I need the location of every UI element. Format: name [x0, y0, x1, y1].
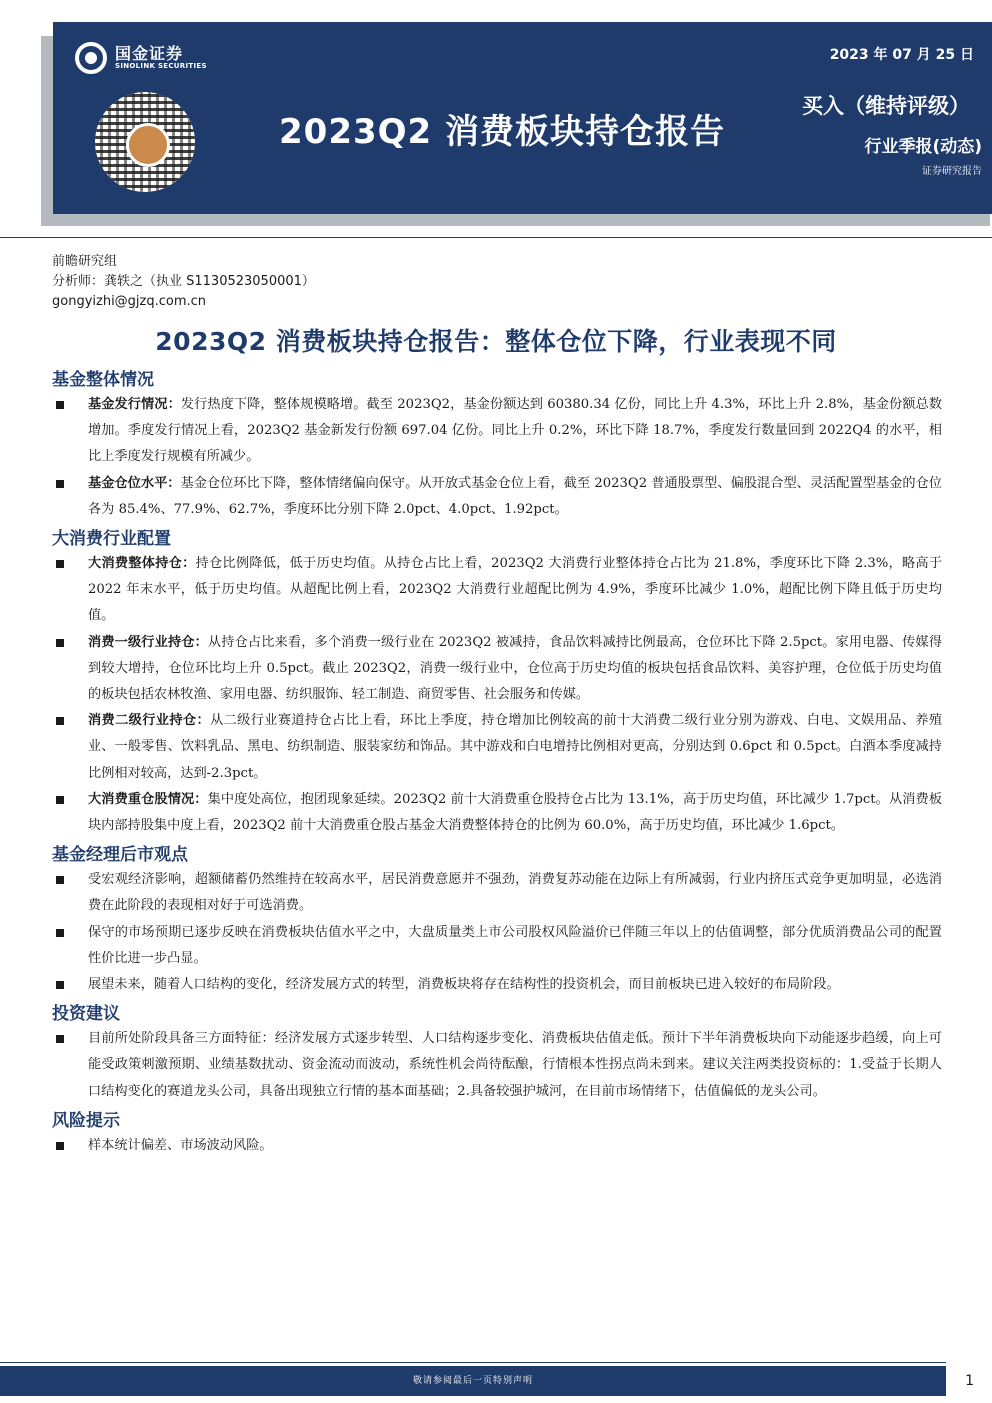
author-info — [52, 252, 315, 312]
square-bullet-icon — [56, 981, 64, 989]
item-label: 消费一级行业持仓： — [88, 634, 208, 650]
list-item — [52, 787, 942, 839]
square-bullet-icon — [56, 1142, 64, 1150]
analyst-line: 分析师：龚轶之（执业 S1130523050001） — [52, 274, 315, 289]
bullet-list — [52, 392, 942, 523]
report-type: 行业季报(动态) — [864, 137, 982, 157]
list-item — [52, 471, 942, 523]
square-bullet-icon — [56, 717, 64, 725]
section-heading: 大消费行业配置 — [52, 529, 171, 550]
square-bullet-icon — [56, 929, 64, 937]
bullet-list — [52, 551, 942, 839]
square-bullet-icon — [56, 796, 64, 804]
rating-label: 买入（维持评级） — [802, 94, 970, 118]
square-bullet-icon — [56, 401, 64, 409]
sinolink-logo-icon — [75, 42, 107, 74]
item-text: 从持仓占比来看，多个消费一级行业在 2023Q2 被减持，食品饮料减持比例最高，仓位环比下降 2.5pct。家用电器、传媒得到较大增持，仓位环比均上升 0.5pct。截止 2023Q2，消费一级行业中，仓位高于历史均值的板块包括食品饮料、美容护理，仓位低于历史均值的板块包括农林牧渔、家用电器、纺织服饰、轻工制造、商贸零售、社会服务和传媒。 — [88, 634, 943, 703]
square-bullet-icon — [56, 1035, 64, 1043]
header-divider — [0, 237, 992, 238]
report-category: 证券研究报告 — [922, 166, 982, 177]
item-text: 样本统计偏差、市场波动风险。 — [88, 1137, 273, 1153]
square-bullet-icon — [56, 639, 64, 647]
list-item — [52, 867, 942, 919]
section — [52, 843, 942, 998]
item-label: 消费二级行业持仓： — [88, 713, 211, 729]
item-text: 集中度处高位，抱团现象延续。2023Q2 前十大消费重仓股持仓占比为 13.1%，高于历史均值，环比减少 1.7pct。从消费板块内部持股集中度上看，2023Q2 前十大消费重仓股占基金大消费整体持仓的比例为 60.0%，高于历史均值，环比减少 1.6pct。 — [88, 791, 943, 834]
research-team: 前瞻研究组 — [52, 254, 118, 269]
item-text: 目前所处阶段具备三方面特征：经济发展方式逐步转型、人口结构逐步变化、消费板块估值走低。预计下半年消费板块向下动能逐步趋缓，向上可能受政策刺激预期、业绩基数扰动、资金流动而波动，系统性机会尚待酝酿，行情根本性拐点尚未到来。建议关注两类投资标的：1.受益于长期人口结构变化的赛道龙头公司，具备出现独立行情的基本面基础；2.具备较强护城河，在目前市场情绪下，估值偏低的龙头公司。 — [88, 1031, 942, 1099]
page-title: 2023Q2 消费板块持仓报告：整体仓位下降，行业表现不同 — [155, 327, 837, 356]
list-item — [52, 708, 942, 787]
list-item — [52, 630, 942, 709]
section — [52, 527, 942, 839]
report-body — [52, 368, 942, 1163]
qr-code-icon[interactable] — [95, 92, 195, 192]
square-bullet-icon — [56, 480, 64, 488]
item-text: 展望未来，随着人口结构的变化，经济发展方式的转型，消费板块将存在结构性的投资机会，而目前板块已进入较好的布局阶段。 — [88, 977, 840, 993]
report-banner — [53, 22, 992, 214]
item-text: 基金仓位环比下降，整体情绪偏向保守。从开放式基金仓位上看，截至 2023Q2 普通股票型、偏股混合型、灵活配置型基金的仓位各为 85.4%、77.9%、62.7%，季度环比分别下降 2.0pct、4.0pct、1.92pct。 — [88, 475, 942, 517]
section-heading: 风险提示 — [52, 1110, 120, 1131]
item-label: 基金发行情况： — [88, 397, 181, 412]
brand-name-cn: 国金证券 — [115, 44, 184, 64]
item-label: 基金仓位水平： — [88, 475, 181, 491]
section — [52, 1002, 942, 1105]
brand-logo — [75, 42, 207, 74]
item-label: 大消费重仓股情况： — [88, 791, 208, 807]
brand-name-en: SINOLINK SECURITIES — [115, 61, 207, 70]
section-heading: 基金经理后市观点 — [52, 845, 188, 866]
item-text: 受宏观经济影响，超额储蓄仍然维持在较高水平，居民消费意愿并不强劲，消费复苏动能在边际上有所减弱，行业内挤压式竞争更加明显，必选消费在此阶段的表现相对好于可选消费。 — [88, 872, 942, 914]
section — [52, 368, 942, 523]
footer-divider — [0, 1362, 946, 1363]
item-text: 从二级行业赛道持仓占比上看，环比上季度，持仓增加比例较高的前十大消费二级行业分别为游戏、白电、文娱用品、养殖业、一般零售、饮料乳品、黑电、纺织制造、服装家纺和饰品。其中游戏和白电增持比例相对更高，分别达到 0.6pct 和 0.5pct。白酒本季度减持比例相对较高，达到-2.3pct。 — [88, 713, 943, 781]
bullet-list — [52, 867, 942, 998]
list-item — [52, 920, 942, 972]
square-bullet-icon — [56, 876, 64, 884]
list-item — [52, 392, 942, 471]
list-item — [52, 551, 942, 630]
analyst-email[interactable]: gongyizhi@gjzq.com.cn — [52, 294, 207, 309]
item-text: 持仓比例降低，低于历史均值。从持仓占比上看，2023Q2 大消费行业整体持仓占比为 21.8%，季度环比下降 2.3%，略高于 2022 年末水平，低于历史均值。从超配比例上看，2023Q2 大消费行业超配比例为 4.9%，季度环比减少 1.0%，超配比例下降且低于历史均值。 — [88, 556, 943, 624]
item-text: 发行热度下降，整体规模略增。截至 2023Q2，基金份额达到 60380.34 亿份，同比上升 4.3%，环比上升 2.8%，基金份额总数增加。季度发行情况上看，2023Q2 基金新发行份额 697.04 亿份。同比上升 0.2%，环比下降 18.7%，季度发行数量回到 2022Q4 的水平，相比上季度发行规模有所减少。 — [88, 397, 943, 465]
section-heading: 投资建议 — [52, 1004, 120, 1025]
list-item — [52, 1133, 942, 1159]
footer-disclaimer: 敬请参阅最后一页特别声明 — [0, 1366, 946, 1396]
qr-center-logo — [126, 123, 170, 167]
banner-title: 2023Q2 消费板块持仓报告 — [279, 112, 726, 152]
section-heading: 基金整体情况 — [52, 370, 154, 390]
bullet-list — [52, 1026, 942, 1105]
report-date: 2023 年 07 月 25 日 — [829, 47, 974, 63]
square-bullet-icon — [56, 560, 64, 568]
bullet-list — [52, 1133, 942, 1159]
item-label: 大消费整体持仓： — [88, 556, 196, 572]
list-item — [52, 1026, 942, 1105]
section — [52, 1109, 942, 1159]
list-item — [52, 972, 942, 998]
page-number: 1 — [965, 1373, 974, 1389]
item-text: 保守的市场预期已逐步反映在消费板块估值水平之中，大盘质量类上市公司股权风险溢价已伴随三年以上的估值调整，部分优质消费品公司的配置性价比进一步凸显。 — [88, 924, 942, 966]
